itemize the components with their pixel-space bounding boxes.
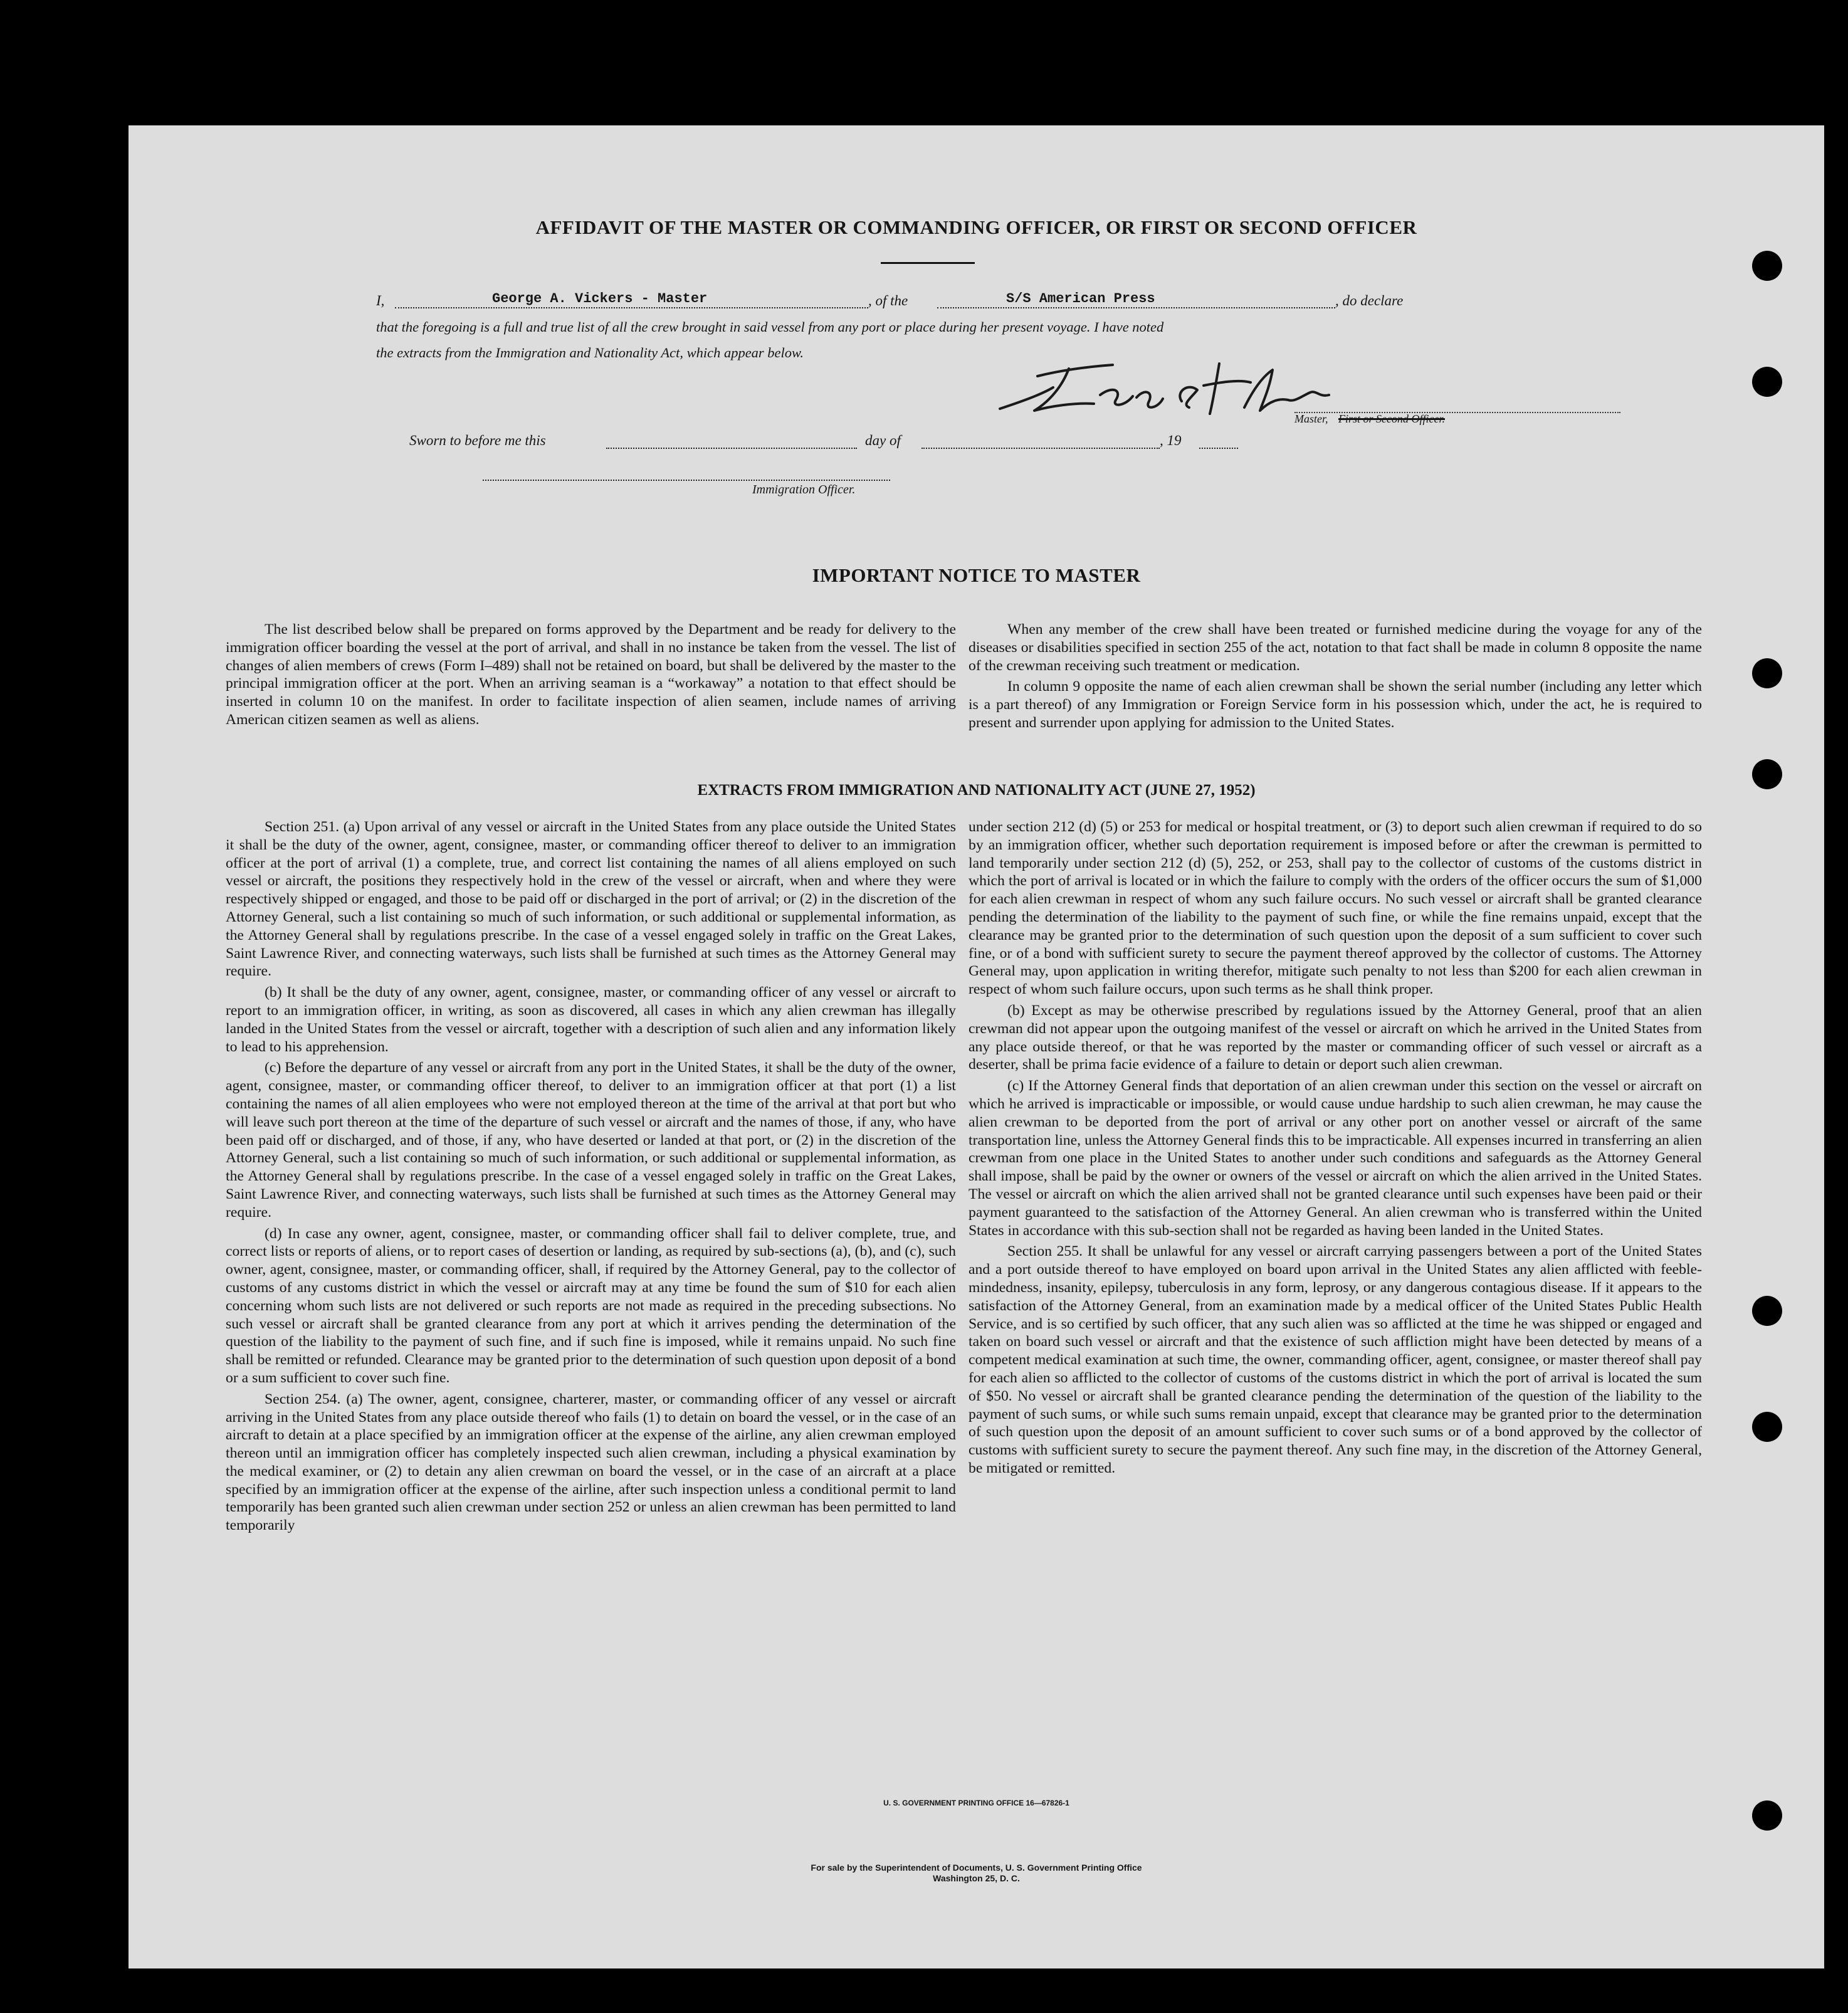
month-line [921, 448, 1160, 449]
immigration-officer-caption: Immigration Officer. [752, 483, 856, 497]
sale-line-1: For sale by the Superintendent of Documents, U. S. Government Printing Office [811, 1863, 1142, 1873]
extracts-left-column [226, 818, 956, 1538]
notice-left-column [226, 621, 956, 732]
name-line [395, 307, 868, 308]
struck-officer-caption: First or Second Officer. [1338, 413, 1445, 425]
extracts-right-column [969, 818, 1702, 1481]
act-section-paragraph: (c) Before the departure of any vessel or aircraft from any port in the United States, it shall be the duty of the owner, agent, consignee, master, or commanding officer thereof, to deliver to an immigration officer at that port (1) a list containing the names of all alien employees who were not employed thereon at the time of the arrival at that port but who will leave such port thereon at the time of the departure of such vessel or aircraft and the names of those, if any, who have been paid off or discharged, and of those, if any, who have deserted or landed at that port, or (2) in the discretion of the Attorney General, such a list containing so much of such information, or such additional or supplemental information, as the Attorney General shall by regulations prescribe. In the case of a vessel engaged solely in traffic on the Great Lakes, Saint Lawrence River, and connecting waterways, such lists shall be furnished at such times as the Attorney General may require. [226, 1059, 956, 1221]
act-section-paragraph: Section 254. (a) The owner, agent, consignee, charterer, master, or commanding officer of any vessel or aircraft arriving in the United States from any place outside thereof who fails (1) to detain on board the vessel, or in the case of an aircraft to detain at a place specified by an immigration officer at the expense of the airline, any alien crewman employed thereon until an immigration officer has completely inspected such alien crewman, including a physical examination by the medical examiner, or (2) to detain any alien crewman on board the vessel, or in the case of an aircraft at a place specified by an immigration officer at the expense of the airline, after such inspection unless a conditional permit to land temporarily has been granted such alien crewman under section 252 or unless an alien crewman has been permitted to land temporarily [226, 1390, 956, 1534]
printing-office-line: U. S. GOVERNMENT PRINTING OFFICE 16—67826-1 [883, 1799, 1069, 1807]
vessel-line [937, 307, 1335, 308]
title-rule [881, 262, 975, 264]
notice-right-column [969, 621, 1702, 735]
master-caption: Master, [1294, 413, 1328, 425]
extracts-title: EXTRACTS FROM IMMIGRATION AND NATIONALITY ACT (JUNE 27, 1952) [697, 782, 1256, 799]
act-section-paragraph: (b) It shall be the duty of any owner, agent, consignee, master, or commanding officer of any vessel or aircraft to report to an immigration officer, in writing, as soon as discovered, all cases in which any alien crewman has illegally landed in the United States from the vessel or aircraft, together with a description of such alien and any information likely to lead to his apprehension. [226, 984, 956, 1055]
sale-notice [129, 1863, 1824, 1884]
affidavit-i-label: I, [376, 293, 385, 308]
sworn-label: Sworn to before me this [409, 433, 546, 448]
act-section-paragraph: (c) If the Attorney General finds that deportation of an alien crewman under this section on the vessel or aircraft on which he arrived is impracticable or impossible, or would cause undue hardship to such alien crewman, he may cause the alien crewman to be deported from the port of arrival or any other port on another vessel or aircraft of the same transportation line, unless the Attorney General finds this to be impracticable. All expenses incurred in transferring an alien crewman from one place in the United States to another under such conditions and safeguards as the Attorney General shall impose, shall be paid by the owner or owners of the vessel or aircraft on which the alien arrived in the United States. The vessel or aircraft on which the alien arrived shall not be granted clearance until such expenses have been paid or their payment guaranteed to the satisfaction of the Attorney General. An alien crewman who is transferred within the United States in accordance with this sub-section shall not be regarded as having been landed in the United States. [969, 1078, 1702, 1239]
binder-hole [1752, 251, 1782, 281]
document-page [129, 125, 1824, 1968]
act-section-paragraph: Section 251. (a) Upon arrival of any vessel or aircraft in the United States from any place outside the United States it shall be the duty of the owner, agent, consignee, master, or commanding officer thereof to deliver to an immigration officer at the port of arrival (1) a complete, true, and correct list containing the names of all aliens employed on such vessel or aircraft, the positions they respectively hold in the crew of the vessel or aircraft, when and where they were respectively shipped or engaged, and those to be paid off or discharged in the port of arrival; or (2) in the discretion of the Attorney General, such a list containing so much of such information, or such additional or supplemental information, as the Attorney General shall by regulations prescribe. In the case of a vessel engaged solely in traffic on the Great Lakes, Saint Lawrence River, and connecting waterways, such lists shall be furnished at such times as the Attorney General may require. [226, 819, 956, 980]
master-name-field: George A. Vickers - Master [492, 291, 708, 307]
affidavit-line-2: that the foregoing is a full and true list of all the crew brought in said vessel from any port or place during her present voyage. I have noted [376, 319, 1164, 335]
act-section-paragraph: under section 212 (d) (5) or 253 for medical or hospital treatment, or (3) to deport such alien crewman if required to do so by an immigration officer, whether such deportation requirement is imposed before or after the crewman is permitted to land temporarily under section 212 (d) (5), 252, or 253, shall pay to the collector of customs of the customs district in which the port of arrival is located or in which the failure to comply with the orders of the officer occurs the sum of $1,000 for each alien crewman in respect of whom any such failure occurs. No such vessel or aircraft shall be granted clearance pending the determination of the liability to the payment of such fine, or while the fine remains unpaid, except that the clearance may be granted prior to the determination of such question upon the deposit of a sum sufficient to cover such fine, or of a bond with sufficient surety to secure the payment thereof approved by the collector of customs. The Attorney General may, upon application in writing therefor, mitigate such penalty to not less than $200 for each alien crewman in respect of whom such failure occurs, upon such terms as he shall think proper. [969, 819, 1702, 998]
of-the-label: , of the [868, 293, 908, 308]
year-label: , 19 [1160, 433, 1182, 448]
do-declare-label: , do declare [1335, 293, 1404, 308]
sale-line-2: Washington 25, D. C. [933, 1873, 1020, 1883]
binder-hole [1752, 759, 1782, 789]
vessel-name-field: S/S American Press [1006, 291, 1155, 307]
binder-hole [1752, 1412, 1782, 1442]
handwritten-signature [994, 351, 1345, 423]
act-section-paragraph: Section 255. It shall be unlawful for any vessel or aircraft carrying passengers between a port of the United States and a port outside thereof to have employed on board upon arrival in the United States any alien afflicted with feeble-mindedness, insanity, epilepsy, tuberculosis in any form, leprosy, or any dangerous contagious disease. If it appears to the satisfaction of the Attorney General, from an examination made by a medical officer of the United States Public Health Service, and is so certified by such officer, that any such alien was so afflicted at the time he was shipped or engaged and taken on board such vessel or aircraft and that the existence of such affliction might have been detected by means of a competent medical examination at such time, the owner, commanding officer, agent, consignee, or master thereof shall pay for each alien so afflicted to the collector of customs of the customs district in which the port of arrival is located the sum of $50. No vessel or aircraft shall be granted clearance pending the determination of the question of the liability to the payment of such sums, or while such sums remain unpaid, except that clearance may be granted prior to the determination of such question upon the deposit of an amount sufficient to cover such sums or of a bond approved by the collector of customs with sufficient surety to secure the payment thereof. Any such fine may, in the discretion of the Attorney General, be mitigated or remitted. [969, 1243, 1702, 1476]
affidavit-title: AFFIDAVIT OF THE MASTER OR COMMANDING OFFICER, OR FIRST OR SECOND OFFICER [535, 216, 1417, 238]
year-line [1199, 448, 1238, 449]
officer-signature-line [483, 480, 890, 481]
binder-hole [1752, 1800, 1782, 1831]
affidavit-line-3: the extracts from the Immigration and Nationality Act, which appear below. [376, 345, 804, 360]
notice-paragraph: The list described below shall be prepared on forms approved by the Department and be ready for delivery to the immigration officer boarding the vessel at the port of arrival, and shall in no instance be taken from the vessel. The list of changes of alien members of crews (Form I–489) shall not be retained on board, but shall be delivered by the master to the principal immigration officer at the port. When an arriving seaman is a “workaway” a notation to that effect should be inserted in column 10 on the manifest. In order to facilitate inspection of alien seamen, include names of arriving American citizen seamen as well as aliens. [226, 621, 956, 728]
notice-paragraph: In column 9 opposite the name of each alien crewman shall be shown the serial number (including any letter which is a part thereof) of any Immigration or Foreign Service form in his possession which, under the act, he is required to present and surrender upon applying for admission to the United States. [969, 678, 1702, 731]
day-of-label: day of [865, 433, 901, 448]
sworn-day-line [606, 448, 857, 449]
act-section-paragraph: (b) Except as may be otherwise prescribed by regulations issued by the Attorney General, proof that an alien crewman did not appear upon the outgoing manifest of the vessel or aircraft on which he arrived in the United States from any place outside thereof, or that he was reported by the master or commanding officer of such vessel or aircraft as a deserter, shall be prima facie evidence of a failure to detain or deport such alien crewman. [969, 1002, 1702, 1073]
act-section-paragraph: (d) In case any owner, agent, consignee, master, or commanding officer shall fail to deliver complete, true, and correct lists or reports of aliens, or to report cases of desertion or landing, as required by sub-sections (a), (b), and (c), such owner, agent, consignee, master, or commanding officer, shall, if required by the Attorney General, pay to the collector of customs of any customs district in which the vessel or aircraft may at any time be found the sum of $10 for each alien concerning whom such lists are not delivered or such reports are not made as required in the preceding subsections. No such vessel or aircraft shall be granted clearance from any port at which it arrives pending the determination of the question of the liability to the payment of such fine, and if such fine is imposed, while it remains unpaid. No such fine shall be remitted or refunded. Clearance may be granted prior to the determination of such question upon deposit of a bond or a sum sufficient to cover such fine. [226, 1225, 956, 1386]
binder-hole [1752, 367, 1782, 397]
binder-hole [1752, 1296, 1782, 1326]
binder-hole [1752, 658, 1782, 688]
notice-title: IMPORTANT NOTICE TO MASTER [812, 564, 1141, 586]
notice-paragraph: When any member of the crew shall have been treated or furnished medicine during the voyage for any of the diseases or disabilities specified in section 255 of the act, notation to that fact shall be made in column 8 opposite the name of the crewman receiving such treatment or medication. [969, 621, 1702, 674]
